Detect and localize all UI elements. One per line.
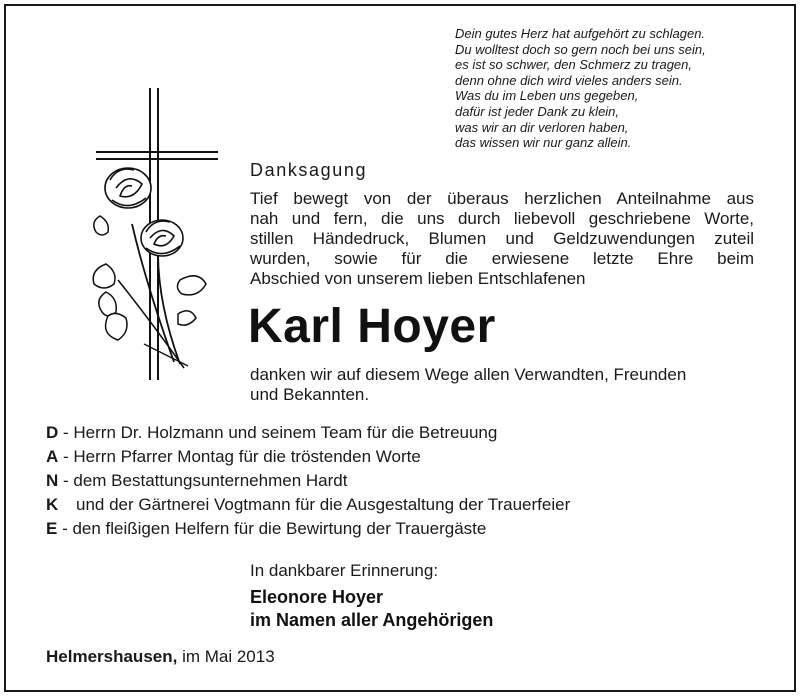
acrostic-text: - den fleißigen Helfern für die Bewirtung der Trauergäste <box>57 519 487 538</box>
signature-name: Eleonore Hoyer <box>250 587 384 607</box>
signature-block <box>250 586 493 632</box>
acrostic-row <box>46 445 766 469</box>
poem-line: das wissen wir nur ganz allein. <box>455 135 632 151</box>
acrostic-letter: D <box>46 423 59 442</box>
intro-line: wurden, sowie für die erwiesene letzte Ehre beim <box>250 249 754 268</box>
intro-line: Abschied von unserem lieben Entschlafenen <box>250 269 586 288</box>
cross-with-roses-icon <box>88 84 258 384</box>
poem-line: Dein gutes Herz hat aufgehört zu schlagen. <box>455 26 706 41</box>
intro-line: Tief bewegt von der überaus herzlichen Anteilnahme aus <box>250 189 754 208</box>
acrostic-letter: E <box>46 519 58 538</box>
thanks-paragraph <box>250 365 760 405</box>
thanks-line: und Bekannten. <box>250 385 370 404</box>
poem-line: Du wolltest doch so gern noch bei uns sein, <box>455 41 706 57</box>
poem-line: es ist so schwer, den Schmerz zu tragen, <box>455 57 692 73</box>
place-date: im Mai 2013 <box>177 647 275 666</box>
acrostic-letter: N <box>46 471 59 490</box>
acrostic-row <box>46 421 766 445</box>
thanks-line: danken wir auf diesem Wege allen Verwandten, Freunden <box>250 365 687 384</box>
place-and-date <box>46 647 275 667</box>
acrostic-thanks-list <box>46 421 766 541</box>
heading-danksagung: Danksagung <box>250 160 368 180</box>
place-town: Helmershausen, <box>46 647 178 666</box>
acrostic-row <box>46 469 766 493</box>
intro-paragraph <box>250 189 754 289</box>
deceased-name: Karl Hoyer <box>248 300 496 353</box>
acrostic-text: - dem Bestattungsunternehmen Hardt <box>58 471 348 490</box>
poem-line: dafür ist jeder Dank zu klein, <box>455 103 620 119</box>
signature-relatives: im Namen aller Angehörigen <box>250 610 494 630</box>
acrostic-row <box>46 517 766 541</box>
closing-line: In dankbarer Erinnerung: <box>250 561 439 580</box>
poem-line: denn ohne dich wird vieles anders sein. <box>455 72 683 88</box>
poem-line: was wir an dir verloren haben, <box>455 119 629 135</box>
acrostic-text: - Herrn Pfarrer Montag für die tröstenden Worte <box>58 447 421 466</box>
intro-line: stillen Händedruck, Blumen und Geldzuwendungen zuteil <box>250 229 754 248</box>
memorial-poem <box>455 26 785 151</box>
intro-line: nah und fern, die uns durch liebevoll geschriebene Worte, <box>250 209 754 228</box>
acrostic-text: und der Gärtnerei Vogtmann für die Ausgestaltung der Trauerfeier <box>76 495 571 514</box>
acrostic-text: - Herrn Dr. Holzmann und seinem Team für die Betreuung <box>58 423 498 442</box>
acrostic-letter: K <box>46 495 59 514</box>
acrostic-row <box>46 493 766 517</box>
acrostic-letter: A <box>46 447 59 466</box>
poem-line: Was du im Leben uns gegeben, <box>455 88 639 104</box>
